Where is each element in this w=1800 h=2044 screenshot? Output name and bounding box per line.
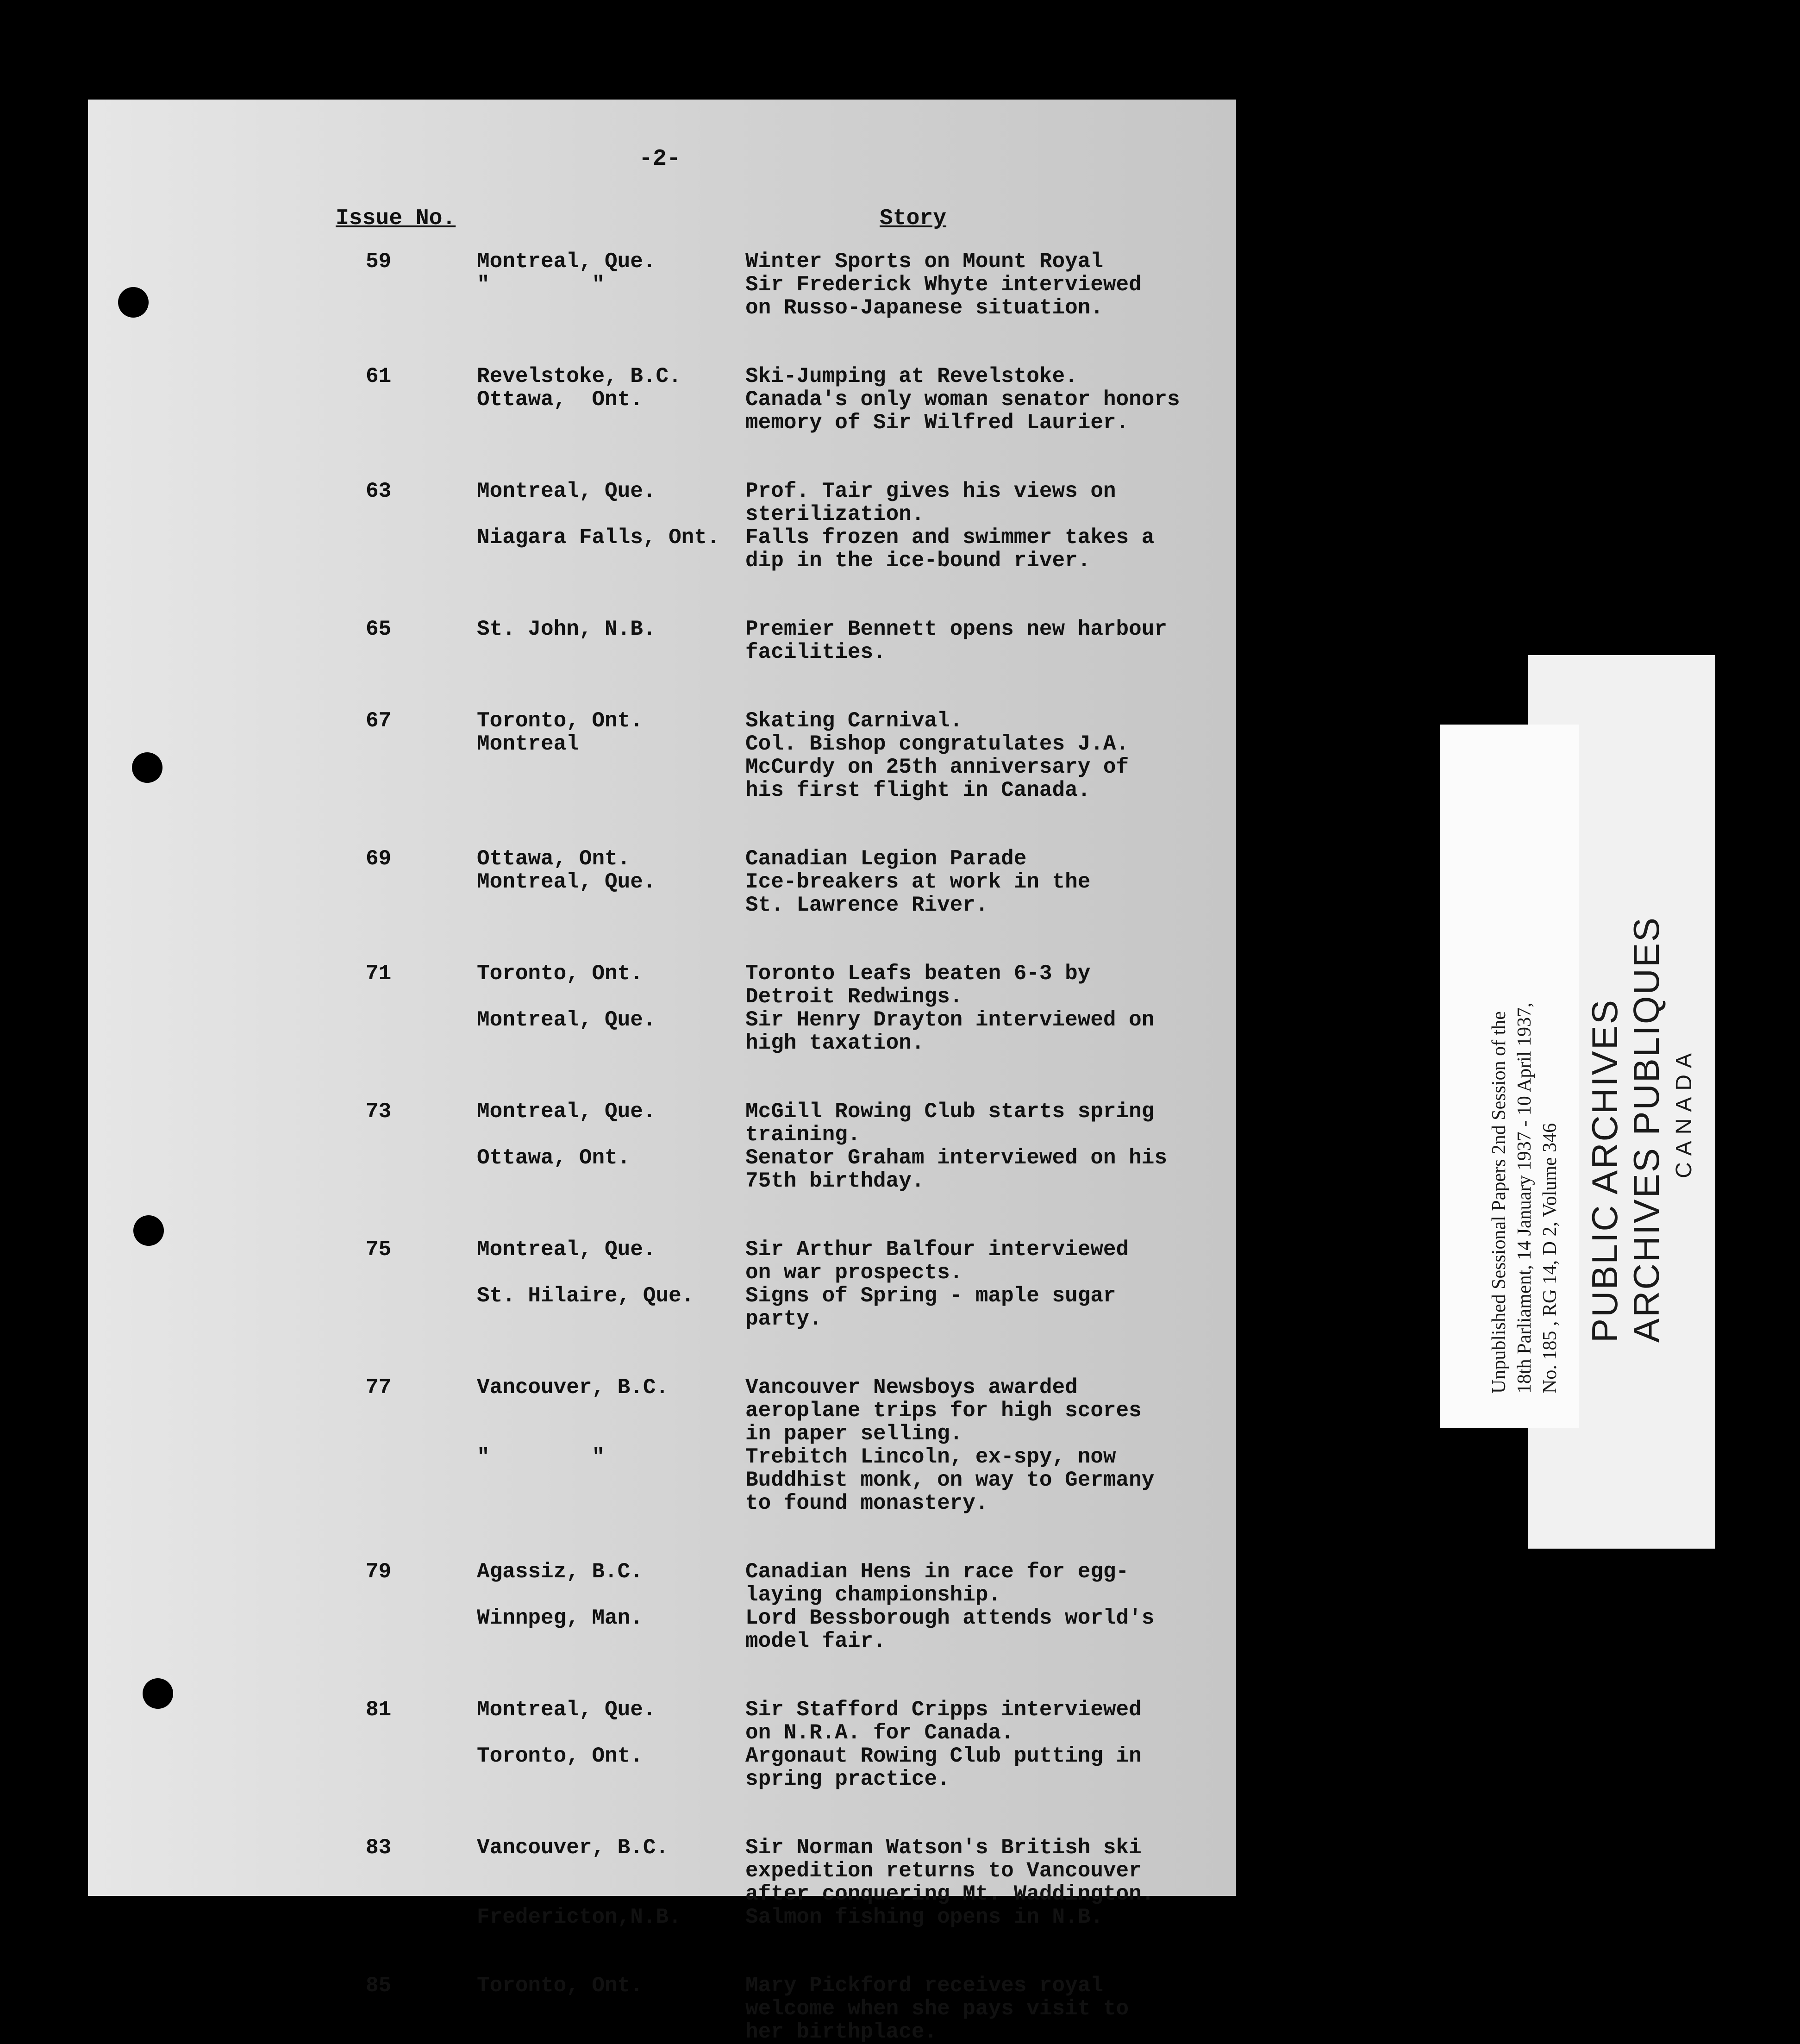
story-text: Sir Frederick Whyte interviewed [745, 273, 1142, 297]
location: Vancouver, B.C. [477, 1375, 669, 1400]
story-text: Buddhist monk, on way to Germany [745, 1468, 1155, 1492]
story-text: McCurdy on 25th anniversary of [745, 755, 1129, 779]
story-text: expedition returns to Vancouver [745, 1859, 1142, 1883]
story-text: Detroit Redwings. [745, 985, 963, 1009]
issue-number: 83 [366, 1836, 392, 1860]
story-text: Argonaut Rowing Club putting in [745, 1744, 1142, 1768]
location: Montreal, Que. [477, 250, 656, 274]
location: Agassiz, B.C. [477, 1560, 643, 1584]
story-text: Canadian Legion Parade [745, 847, 1027, 871]
location: Fredericton,N.B. [477, 1905, 681, 1929]
issue-header: Issue No. [336, 206, 456, 231]
story-header: Story [880, 206, 947, 231]
story-text: training. [745, 1123, 861, 1147]
archive-label-line: Unpublished Sessional Papers 2nd Session of the [1488, 1011, 1510, 1394]
punch-hole [133, 1215, 164, 1246]
location: Winnpeg, Man. [477, 1606, 643, 1630]
story-text: spring practice. [745, 1767, 950, 1791]
location: Montreal, Que. [477, 1238, 656, 1262]
archive-country: CANADA [1672, 1046, 1696, 1178]
story-text: model fair. [745, 1629, 886, 1653]
story-text: Falls frozen and swimmer takes a [745, 525, 1155, 550]
story-text: Sir Stafford Cripps interviewed [745, 1698, 1142, 1722]
archive-label-line: No. 185 , RG 14, D 2, Volume 346 [1539, 1123, 1561, 1394]
story-text: Col. Bishop congratulates J.A. [745, 732, 1129, 756]
story-text: on Russo-Japanese situation. [745, 296, 1103, 320]
story-text: Sir Henry Drayton interviewed on [745, 1008, 1155, 1032]
story-text: welcome when she pays visit to [745, 1997, 1129, 2021]
story-text: to found monastery. [745, 1491, 988, 1515]
location: Niagara Falls, Ont. [477, 525, 720, 550]
punch-hole [132, 752, 162, 783]
location: Ottawa, Ont. [477, 388, 643, 412]
story-text: 75th birthday. [745, 1169, 925, 1193]
story-text: party. [745, 1307, 822, 1331]
story-text: Mary Pickford receives royal [745, 1974, 1103, 1998]
story-text: Salmon fishing opens in N.B. [745, 1905, 1103, 1929]
issue-number: 81 [366, 1698, 392, 1722]
story-text: Prof. Tair gives his views on [745, 479, 1116, 503]
location: Revelstoke, B.C. [477, 364, 681, 388]
story-text: Skating Carnival. [745, 709, 963, 733]
archive-label-tab [1528, 1424, 1579, 1549]
story-text: Canadian Hens in race for egg- [745, 1560, 1129, 1584]
story-text: Sir Norman Watson's British ski [745, 1836, 1142, 1860]
archive-title-fr: ARCHIVES PUBLIQUES [1626, 916, 1667, 1343]
issue-number: 63 [366, 479, 392, 503]
punch-hole [143, 1678, 173, 1709]
location: St. Hilaire, Que. [477, 1284, 694, 1308]
location: Toronto, Ont. [477, 709, 643, 733]
issue-number: 69 [366, 847, 392, 871]
location: Ottawa, Ont. [477, 1146, 631, 1170]
story-text: memory of Sir Wilfred Laurier. [745, 411, 1129, 435]
story-text: Lord Bessborough attends world's [745, 1606, 1155, 1630]
location: Toronto, Ont. [477, 962, 643, 986]
story-text: Vancouver Newsboys awarded [745, 1375, 1078, 1400]
page-number: -2- [639, 146, 681, 172]
story-text: facilities. [745, 640, 886, 664]
issue-number: 75 [366, 1238, 392, 1262]
issue-number: 85 [366, 1974, 392, 1998]
story-text: in paper selling. [745, 1422, 963, 1446]
story-text: Signs of Spring - maple sugar [745, 1284, 1116, 1308]
story-text: Winter Sports on Mount Royal [745, 250, 1103, 274]
archive-title-en: PUBLIC ARCHIVES [1584, 999, 1625, 1343]
story-text: after conquering Mt. Waddington. [745, 1882, 1155, 1906]
story-text: Sir Arthur Balfour interviewed [745, 1238, 1129, 1262]
story-text: Senator Graham interviewed on his [745, 1146, 1167, 1170]
story-text: Toronto Leafs beaten 6-3 by [745, 962, 1091, 986]
story-text: Canada's only woman senator honors [745, 388, 1180, 412]
location: Montreal [477, 732, 579, 756]
story-text: high taxation. [745, 1031, 925, 1055]
issue-number: 65 [366, 617, 392, 641]
document-page [88, 100, 1236, 2044]
location: Vancouver, B.C. [477, 1836, 669, 1860]
issue-number: 73 [366, 1100, 392, 1124]
story-text: Premier Bennett opens new harbour [745, 617, 1167, 641]
story-text: laying championship. [745, 1583, 1001, 1607]
story-text: on war prospects. [745, 1261, 963, 1285]
archive-label-line: 18th Parliament, 14 January 1937 - 10 April 1937, [1514, 1002, 1535, 1394]
story-text: sterilization. [745, 502, 925, 526]
issue-number: 61 [366, 364, 392, 388]
story-text: Ice-breakers at work in the [745, 870, 1091, 894]
story-text: on N.R.A. for Canada. [745, 1721, 1014, 1745]
location: Montreal, Que. [477, 479, 656, 503]
story-text: St. Lawrence River. [745, 893, 988, 917]
issue-number: 77 [366, 1375, 392, 1400]
location: Toronto, Ont. [477, 1744, 643, 1768]
location: " " [477, 1445, 605, 1469]
location: Montreal, Que. [477, 1100, 656, 1124]
story-text: her birthplace. [745, 2020, 938, 2044]
issue-number: 67 [366, 709, 392, 733]
story-text: aeroplane trips for high scores [745, 1399, 1142, 1423]
issue-number: 59 [366, 250, 392, 274]
story-text: McGill Rowing Club starts spring [745, 1100, 1155, 1124]
location: St. John, N.B. [477, 617, 656, 641]
punch-hole [118, 287, 149, 318]
location: Montreal, Que. [477, 870, 656, 894]
issue-number: 79 [366, 1560, 392, 1584]
location: Montreal, Que. [477, 1698, 656, 1722]
story-text: his first flight in Canada. [745, 778, 1091, 802]
location: Toronto, Ont. [477, 1974, 643, 1998]
location: Montreal, Que. [477, 1008, 656, 1032]
story-text: Ski-Jumping at Revelstoke. [745, 364, 1078, 388]
issue-number: 71 [366, 962, 392, 986]
location: Ottawa, Ont. [477, 847, 631, 871]
story-text: Trebitch Lincoln, ex-spy, now [745, 1445, 1116, 1469]
story-text: dip in the ice-bound river. [745, 549, 1091, 573]
location: " " [477, 273, 605, 297]
